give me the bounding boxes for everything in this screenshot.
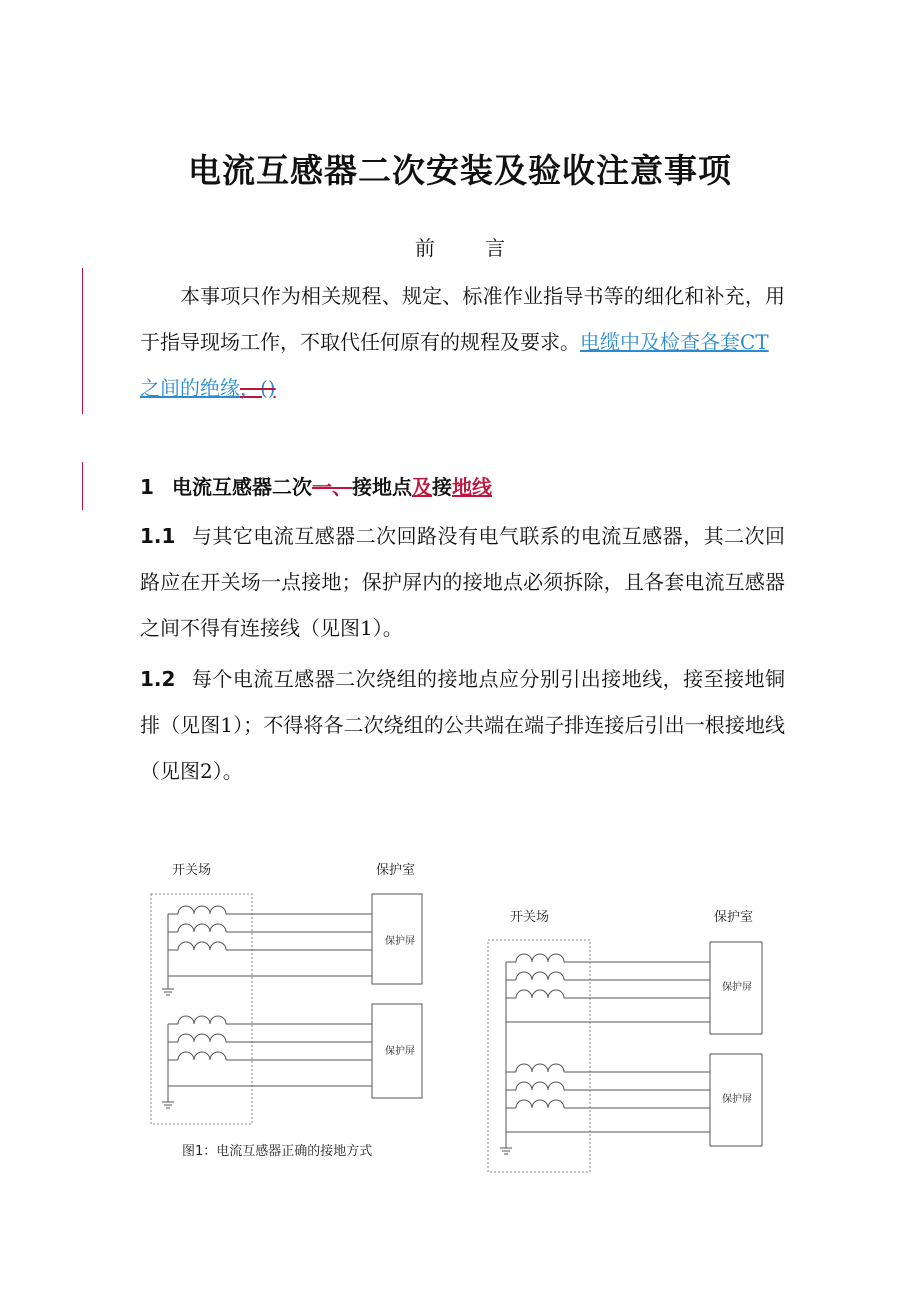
clause-text: 每个电流互感器二次绕组的接地点应分别引出接地线，接至接地铜排（见图1）；不得将各二次绕组的公共端在端子排连接后引出一根接地线（见图2）。 <box>140 667 785 783</box>
figure-2-protection-room-label: 保护室 <box>714 910 754 925</box>
figure-2-switchyard-label: 开关场 <box>510 910 550 925</box>
clause-1-1 <box>140 513 785 651</box>
preface-paragraph <box>140 273 785 411</box>
revision-bar <box>82 268 83 414</box>
figure-1-caption: 图1：电流互感器正确的接地方式 <box>182 1144 373 1159</box>
section-title-part: 接地点 <box>352 475 412 499</box>
section-number: 1 <box>140 475 154 499</box>
section-heading <box>140 470 492 504</box>
clause-text: 与其它电流互感器二次回路没有电气联系的电流互感器，其二次回路应在开关场一点接地；保护屏内的接地点必须拆除，且各套电流互感器之间不得有连接线（见图1）。 <box>140 524 785 640</box>
protection-panel-2-label: 保护屏 <box>385 1046 415 1057</box>
clause-number: 1.2 <box>140 667 176 691</box>
ct-group-1 <box>162 906 372 995</box>
deleted-text: 一、 <box>312 475 352 499</box>
section-title-part: 接 <box>432 475 452 499</box>
inserted-text: 之间的绝缘 <box>140 376 240 400</box>
revision-bar <box>82 462 83 510</box>
protection-panel-1-label: 保护屏 <box>385 936 415 947</box>
figure-1-protection-room-label: 保护室 <box>376 863 416 878</box>
ct-group-2 <box>500 1022 710 1154</box>
ct-group-2 <box>162 1016 372 1108</box>
protection-panel-2-label: 保护屏 <box>722 1094 752 1105</box>
inserted-text: 地线 <box>452 475 492 499</box>
section-title-part: 电流互感器二次 <box>172 475 312 499</box>
document-title: 电流互感器二次安装及验收注意事项 <box>188 151 732 190</box>
figure-2 <box>478 898 778 1180</box>
protection-panel-1-label: 保护屏 <box>722 982 752 993</box>
preface-heading: 前 言 <box>414 236 528 260</box>
switchyard-boundary <box>488 940 590 1172</box>
clause-number: 1.1 <box>140 524 176 548</box>
figure-1 <box>140 852 440 1167</box>
deleted-text: ，() <box>240 376 276 400</box>
inserted-text: 及 <box>412 475 432 499</box>
ct-group-1 <box>506 954 710 1022</box>
switchyard-boundary <box>151 894 252 1124</box>
figure-1-switchyard-label: 开关场 <box>172 863 212 878</box>
preface-body: 本事项只作为相关规程、规定、标准作业指导书等的细化和补充，用于指导现场工作，不取代任何原有的规程及要求。 <box>140 284 785 354</box>
clause-1-2 <box>140 656 785 794</box>
inserted-text: 电缆中及检查各套CT <box>580 330 769 354</box>
